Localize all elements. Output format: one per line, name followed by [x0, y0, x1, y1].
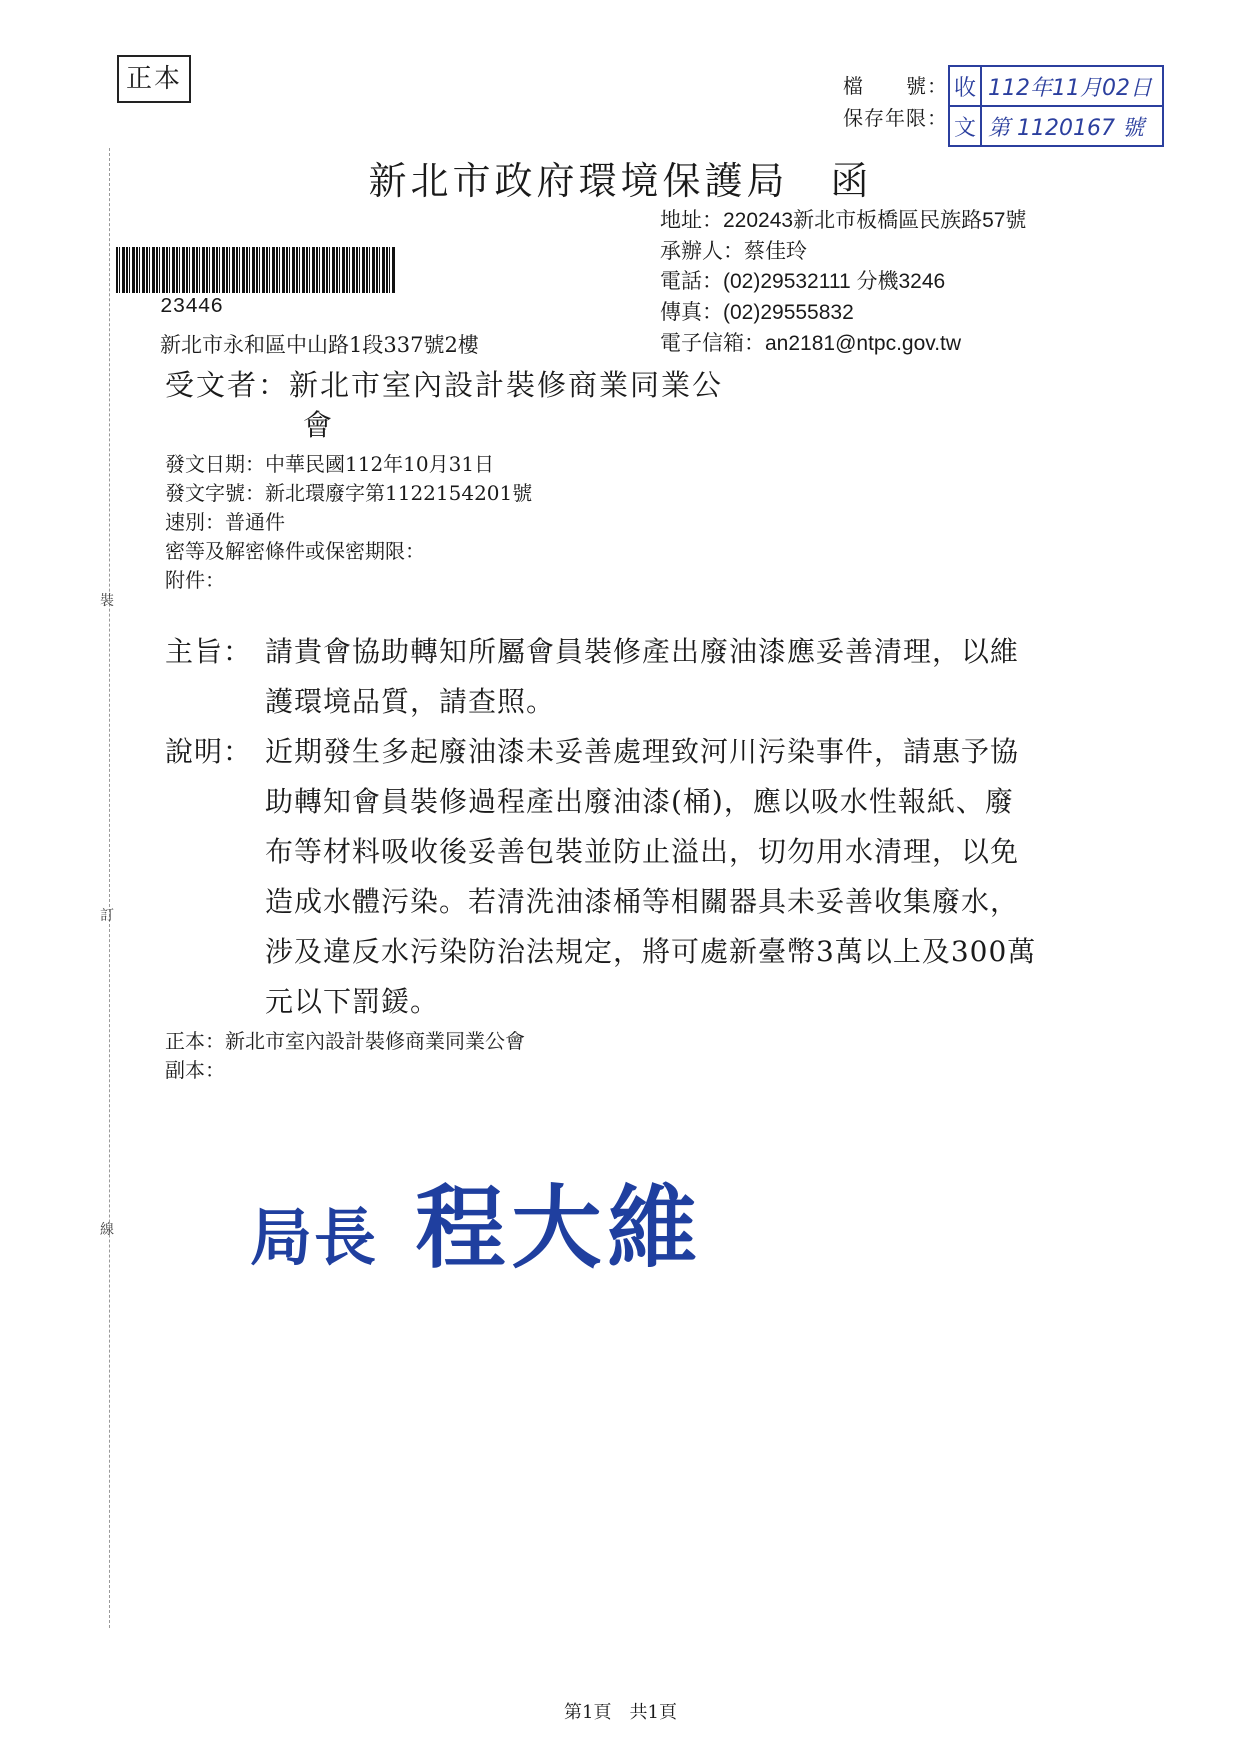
binding-line [109, 148, 110, 1628]
file-number-label: 檔 號： [843, 74, 948, 98]
subject-line: 請貴會協助轉知所屬會員裝修產出廢油漆應妥善清理，以維 [265, 635, 1020, 668]
contact-phone: 電話：(02)29532111 分機3246 [660, 269, 946, 293]
document-title: 新北市政府環境保護局 函 [368, 159, 873, 203]
subject-section [165, 627, 1135, 727]
secrecy-level: 密等及解密條件或保密期限： [165, 539, 425, 563]
contact-block [660, 205, 1026, 359]
explanation-section [165, 727, 1135, 1027]
contact-handler: 承辦人：蔡佳玲 [660, 239, 807, 263]
stamp-date: 112年11月02日 [982, 67, 1162, 107]
contact-email: 電子信箱：an2181@ntpc.gov.tw [660, 331, 962, 355]
speed-class: 速別：普通件 [165, 510, 285, 534]
meta-block [165, 450, 532, 595]
document-body [165, 627, 1135, 1027]
explanation-label: 說明： [165, 735, 253, 768]
original-copy-badge: 正本 [117, 55, 191, 103]
stamp-label-document: 文 [953, 115, 976, 141]
stamp-label-receive: 收 [950, 67, 980, 107]
binding-mark: 訂 [100, 908, 114, 924]
director-signature [250, 1155, 703, 1285]
file-labels [838, 70, 948, 134]
recipient-label: 受文者： [165, 368, 290, 402]
contact-address: 地址：220243新北市板橋區民族路57號 [660, 208, 1027, 232]
explanation-line: 涉及違反水污染防治法規定，將可處新臺幣3萬以上及300萬 [265, 935, 1037, 968]
page-number: 第1頁 共1頁 [564, 1702, 677, 1723]
signature-name: 程大維 [415, 1175, 704, 1281]
explanation-line: 布等材料吸收後妥善包裝並防止溢出，切勿用水清理，以免 [265, 835, 1020, 868]
retention-label: 保存年限： [843, 106, 948, 130]
mailing-address: 新北市永和區中山路1段337號2樓 [160, 333, 479, 357]
copies-block [165, 1027, 525, 1085]
mailing-zip: 23446 [160, 296, 224, 319]
attachment: 附件： [165, 568, 225, 592]
contact-fax: 傳真：(02)29555832 [660, 300, 854, 324]
signature-title: 局長 [250, 1201, 379, 1274]
issue-date: 發文日期：中華民國112年10月31日 [165, 452, 495, 476]
subject-label: 主旨： [165, 635, 253, 668]
subject-line: 護環境品質，請查照。 [265, 685, 556, 718]
explanation-line: 近期發生多起廢油漆未妥善處理致河川污染事件，請惠予協 [265, 735, 1020, 768]
barcode [116, 247, 396, 293]
explanation-line: 助轉知會員裝修過程產出廢油漆(桶)，應以吸水性報紙、廢 [265, 785, 1014, 818]
original-recipient: 正本：新北市室內設計裝修商業同業公會 [165, 1029, 525, 1053]
document-number: 發文字號：新北環廢字第1122154201號 [165, 481, 533, 505]
binding-mark: 裝 [100, 593, 114, 609]
recipient [165, 365, 723, 445]
stamp-number: 第 1120167 號 [988, 115, 1144, 141]
recipient-name: 新北市室內設計裝修商業同業公 [289, 368, 724, 402]
explanation-line: 元以下罰鍰。 [265, 985, 440, 1018]
recipient-name-cont: 會 [303, 408, 335, 442]
copy-recipient: 副本： [165, 1058, 225, 1082]
binding-mark: 線 [100, 1222, 114, 1238]
receipt-stamp [948, 65, 1164, 147]
explanation-line: 造成水體污染。若清洗油漆桶等相關器具未妥善收集廢水， [265, 885, 1020, 918]
